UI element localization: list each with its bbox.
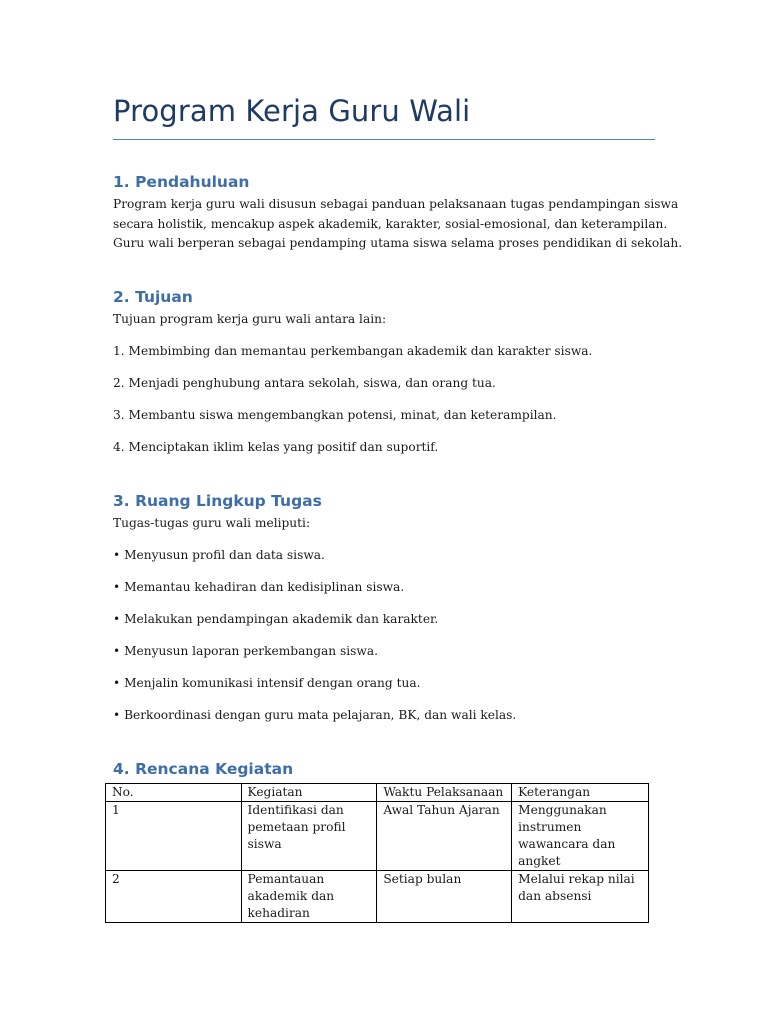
list-item: 1. Membimbing dan memantau perkembangan akademik dan karakter siswa. — [113, 344, 593, 358]
bullet-item: • Menyusun laporan perkembangan siswa. — [113, 644, 378, 658]
list-item: 3. Membantu siswa mengembangkan potensi, minat, dan keterampilan. — [113, 408, 557, 422]
paragraph-line: Guru wali berperan sebagai pendamping utama siswa selama proses pendidikan di sekolah. — [113, 236, 683, 250]
table-cell: Identifikasi dan pemetaan profil siswa — [241, 802, 377, 871]
table-row — [106, 802, 649, 871]
table-header-cell: No. — [106, 784, 242, 802]
paragraph-line: secara holistik, mencakup aspek akademik, karakter, sosial-emosional, dan keterampilan. — [113, 217, 668, 231]
table-header-cell: Keterangan — [512, 784, 649, 802]
activity-plan-table — [105, 783, 649, 923]
bullet-item: • Memantau kehadiran dan kedisiplinan siswa. — [113, 580, 405, 594]
table-cell: Menggunakan instrumen wawancara dan angket — [512, 802, 649, 871]
paragraph-line: Program kerja guru wali disusun sebagai panduan pelaksanaan tugas pendampingan siswa — [113, 197, 679, 211]
table-row — [106, 871, 649, 923]
table-cell: 2 — [106, 871, 242, 923]
section-intro: Tujuan program kerja guru wali antara lain: — [113, 312, 387, 326]
title-divider — [113, 139, 655, 140]
section-heading-tujuan: 2. Tujuan — [113, 288, 193, 306]
section-heading-ruang-lingkup: 3. Ruang Lingkup Tugas — [113, 492, 322, 510]
document-title: Program Kerja Guru Wali — [113, 94, 471, 128]
section-heading-pendahuluan: 1. Pendahuluan — [113, 173, 250, 191]
bullet-item: • Menyusun profil dan data siswa. — [113, 548, 325, 562]
table-cell: Awal Tahun Ajaran — [377, 802, 512, 871]
list-item: 2. Menjadi penghubung antara sekolah, siswa, dan orang tua. — [113, 376, 496, 390]
table-header-cell: Waktu Pelaksanaan — [377, 784, 512, 802]
table-cell: 1 — [106, 802, 242, 871]
table-cell: Pemantauan akademik dan kehadiran — [241, 871, 377, 923]
list-item: 4. Menciptakan iklim kelas yang positif dan suportif. — [113, 440, 439, 454]
bullet-item: • Berkoordinasi dengan guru mata pelajaran, BK, dan wali kelas. — [113, 708, 517, 722]
table-cell: Melalui rekap nilai dan absensi — [512, 871, 649, 923]
bullet-item: • Melakukan pendampingan akademik dan karakter. — [113, 612, 439, 626]
bullet-item: • Menjalin komunikasi intensif dengan orang tua. — [113, 676, 421, 690]
section-intro: Tugas-tugas guru wali meliputi: — [113, 516, 311, 530]
section-heading-rencana-kegiatan: 4. Rencana Kegiatan — [113, 760, 294, 778]
table-header-row — [106, 784, 649, 802]
table-cell: Setiap bulan — [377, 871, 512, 923]
table-header-cell: Kegiatan — [241, 784, 377, 802]
